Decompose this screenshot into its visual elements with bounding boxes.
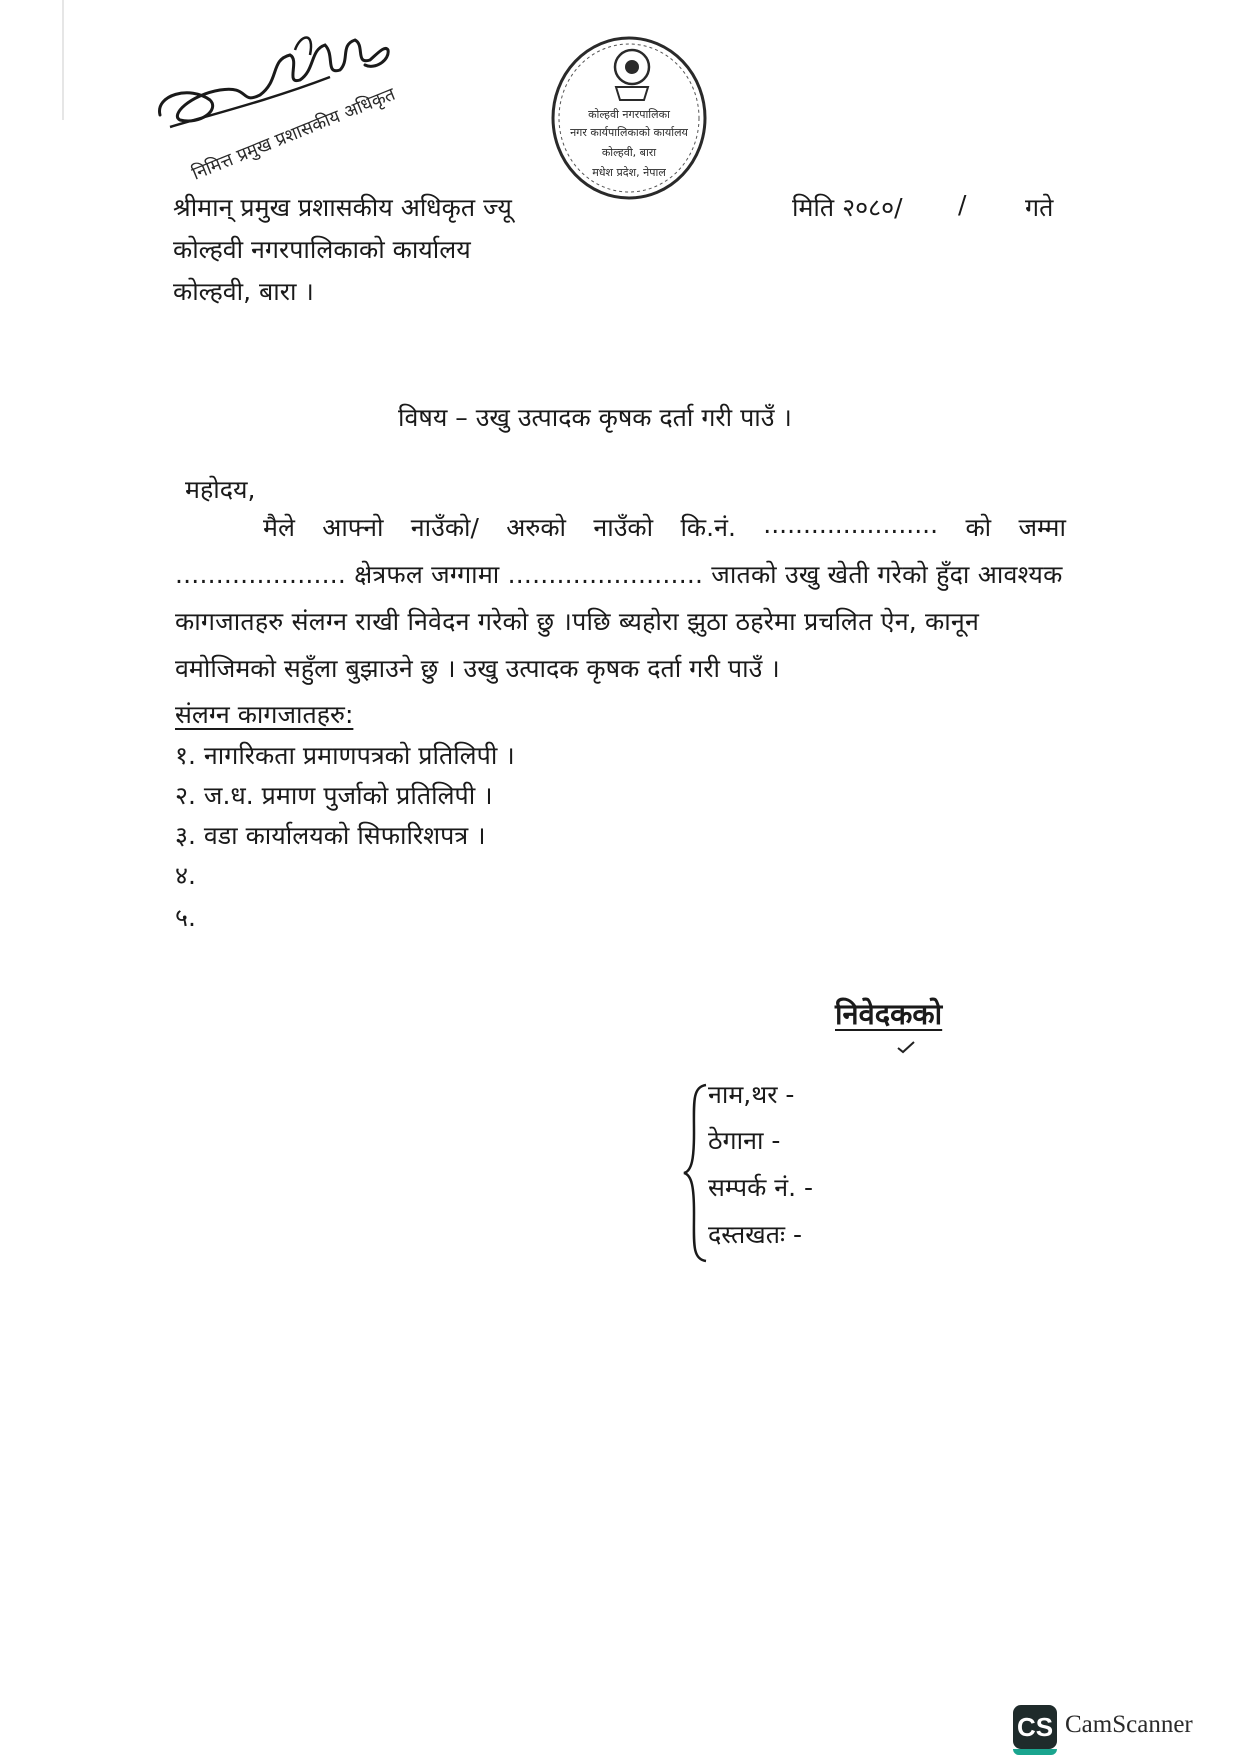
attachment-item-2: २. ज.ध. प्रमाण पुर्जाको प्रतिलिपी ।: [175, 781, 493, 810]
body-line-1: [263, 510, 1066, 544]
body-word: नाउँको: [593, 513, 654, 542]
date-suffix: गते: [1025, 193, 1054, 222]
applicant-name-field: नाम,थर -: [708, 1080, 795, 1109]
body-word: जम्मा: [1018, 513, 1066, 542]
recipient-line-1: श्रीमान् प्रमुख प्रशासकीय अधिकृत ज्यू: [173, 193, 512, 222]
body-word: मैले: [263, 513, 295, 542]
scan-edge: [62, 0, 64, 120]
attachment-item-4: ४.: [175, 861, 196, 890]
applicant-address-field: ठेगाना -: [708, 1126, 781, 1155]
attachments-heading: संलग्न कागजातहरु:: [175, 700, 354, 729]
camscanner-watermark: CamScanner: [1065, 1711, 1193, 1738]
date-label: मिति २०८०/: [792, 193, 903, 222]
date-separator: /: [958, 190, 967, 219]
body-line-3: कागजातहरु संलग्न राखी निवेदन गरेको छु ।पछि ब्यहोरा झुठा ठहरेमा प्रचलित ऐन, कानून: [175, 607, 980, 636]
plot-number-blank: ......................: [763, 510, 939, 539]
recipient-line-2: कोल्हवी नगरपालिकाको कार्यालय: [173, 235, 471, 264]
signature-stamp: [150, 15, 410, 185]
applicant-contact-field: सम्पर्क नं. -: [708, 1173, 814, 1202]
seal-line-1: कोल्हवी नगरपालिका: [588, 108, 670, 121]
body-word: कि.नं.: [680, 513, 736, 542]
seal-line-3: कोल्हवी, बारा: [601, 146, 657, 159]
emblem-icon: [615, 50, 649, 100]
body-word: को: [965, 513, 992, 542]
camscanner-logo-icon: CS: [1013, 1705, 1057, 1749]
official-title-stamp: निमित्त प्रमुख प्रशासकीय अधिकृत: [189, 83, 399, 185]
body-word: आफ्नो: [322, 513, 384, 542]
body-line-4: वमोजिमको सहुँला बुझाउने छु । उखु उत्पादक कृषक दर्ता गरी पाउँ ।: [175, 654, 780, 683]
salutation: महोदय,: [185, 475, 256, 504]
body-line-2: ..................... क्षेत्रफल जग्गामा ........................ जातको उखु खेती गरेको हुँदा आवश्यक: [175, 560, 1063, 589]
attachment-item-5: ५.: [175, 903, 196, 932]
attachment-item-1: १. नागरिकता प्रमाणपत्रको प्रतिलिपी ।: [175, 741, 515, 770]
body-word: अरुको: [506, 513, 567, 542]
attachment-item-3: ३. वडा कार्यालयको सिफारिशपत्र ।: [175, 821, 486, 850]
subject-line: विषय – उखु उत्पादक कृषक दर्ता गरी पाउँ ।: [398, 403, 792, 432]
seal-line-4: मधेश प्रदेश, नेपाल: [592, 166, 666, 179]
seal-line-2: नगर कार्यपालिकाको कार्यालय: [570, 126, 688, 139]
municipality-seal: [548, 32, 710, 204]
applicant-title: निवेदकको: [835, 997, 943, 1031]
recipient-line-3: कोल्हवी, बारा ।: [173, 277, 314, 306]
body-word: नाउँको/: [410, 513, 479, 542]
tick-mark-icon: [896, 1040, 916, 1054]
applicant-signature-field: दस्तखतः -: [708, 1220, 802, 1249]
